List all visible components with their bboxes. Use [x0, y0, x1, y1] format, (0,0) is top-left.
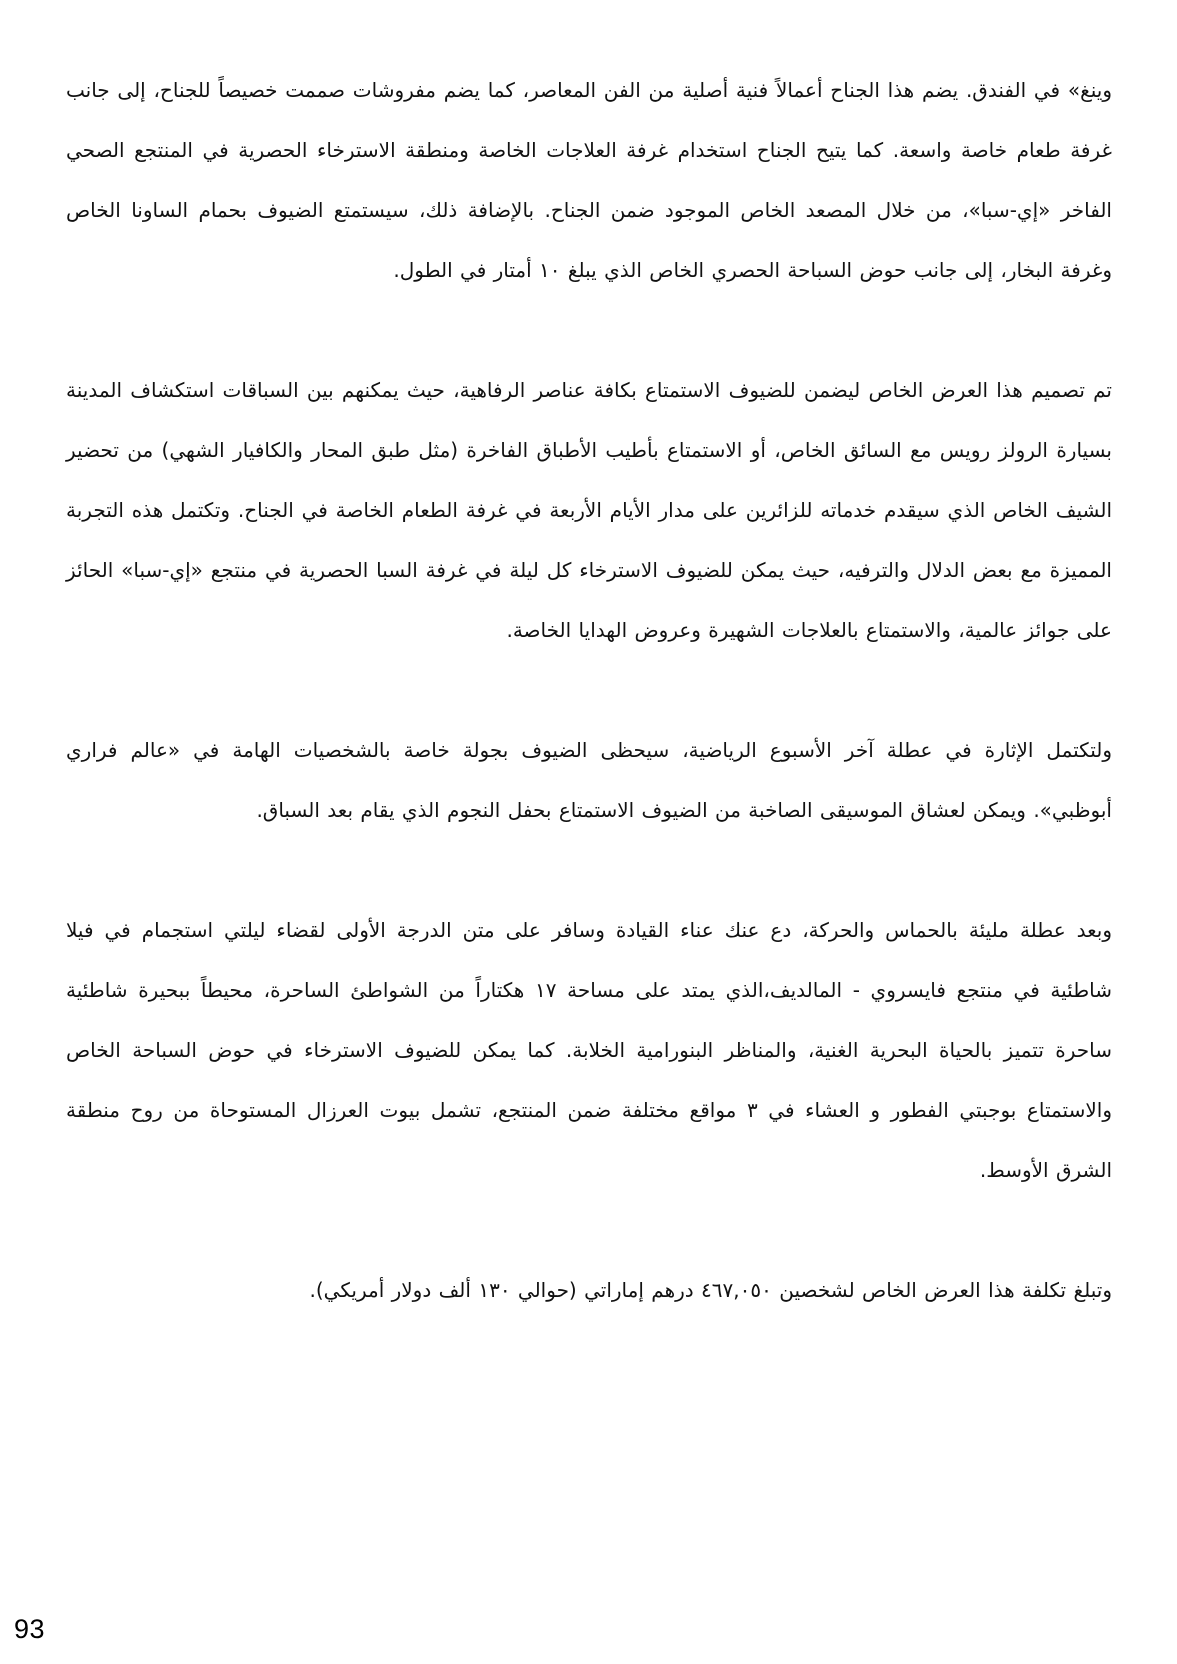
- page-number: 93: [14, 1614, 46, 1644]
- paragraph-luxury-offer: تم تصميم هذا العرض الخاص ليضمن للضيوف الاستمتاع بكافة عناصر الرفاهية، حيث يمكنهم بين السباقات استكشاف المدينة بسيارة الرولز رويس مع السائق الخاص، أو الاستمتاع بأطيب الأطباق الفاخرة (مثل طبق المحار والكافيار الشهي) من تحضير الشيف الخاص الذي سيقدم خدماته للزائرين على مدار الأيام الأربعة في غرفة الطعام الخاصة في الجناح. وتكتمل هذه التجربة المميزة مع بعض الدلال والترفيه، حيث يمكن للضيوف الاسترخاء كل ليلة في غرفة السبا الحصرية في منتجع «إي-سبا» الحائز على جوائز عالمية، والاستمتاع بالعلاجات الشهيرة وعروض الهدايا الخاصة.: [66, 378, 1112, 642]
- paragraph-ferrari-world: ولتكتمل الإثارة في عطلة آخر الأسبوع الرياضية، سيحظى الضيوف بجولة خاصة بالشخصيات الهامة في «عالم فراري أبوظبي». ويمكن لعشاق الموسيقى الصاخبة من الضيوف الاستمتاع بحفل النجوم الذي يقام بعد السباق.: [66, 738, 1112, 822]
- paragraph-suite-description: وينغ» في الفندق. يضم هذا الجناح أعمالاً فنية أصلية من الفن المعاصر، كما يضم مفروشات صممت خصيصاً للجناح، إلى جانب غرفة طعام خاصة واسعة. كما يتيح الجناح استخدام غرفة العلاجات الخاصة ومنطقة الاسترخاء الحصرية في المنتجع الصحي الفاخر «إي-سبا»، من خلال المصعد الخاص الموجود ضمن الجناح. بالإضافة ذلك، سيستمتع الضيوف بحمام الساونا الخاص وغرفة البخار، إلى جانب حوض السباحة الحصري الخاص الذي يبلغ ١٠ أمتار في الطول.: [66, 78, 1112, 282]
- paragraph-maldives-villa: وبعد عطلة مليئة بالحماس والحركة، دع عنك عناء القيادة وسافر على متن الدرجة الأولى لقضاء ليلتي استجمام في فيلا شاطئية في منتجع فايسروي - المالديف،الذي يمتد على مساحة ١٧ هكتاراً من الشواطئ الساحرة، محيطاً ببحيرة شاطئية ساحرة تتميز بالحياة البحرية الغنية، والمناظر البنورامية الخلابة. كما يمكن للضيوف الاسترخاء في حوض السباحة الخاص والاستمتاع بوجبتي الفطور و العشاء في ٣ مواقع مختلفة ضمن المنتجع، تشمل بيوت العرزال المستوحاة من روح منطقة الشرق الأوسط.: [66, 918, 1112, 1182]
- paragraph-offer-cost: وتبلغ تكلفة هذا العرض الخاص لشخصين ٤٦٧,٠٥٠ درهم إماراتي (حوالي ١٣٠ ألف دولار أمريكي).: [309, 1278, 1112, 1302]
- article-body: [66, 60, 1112, 1320]
